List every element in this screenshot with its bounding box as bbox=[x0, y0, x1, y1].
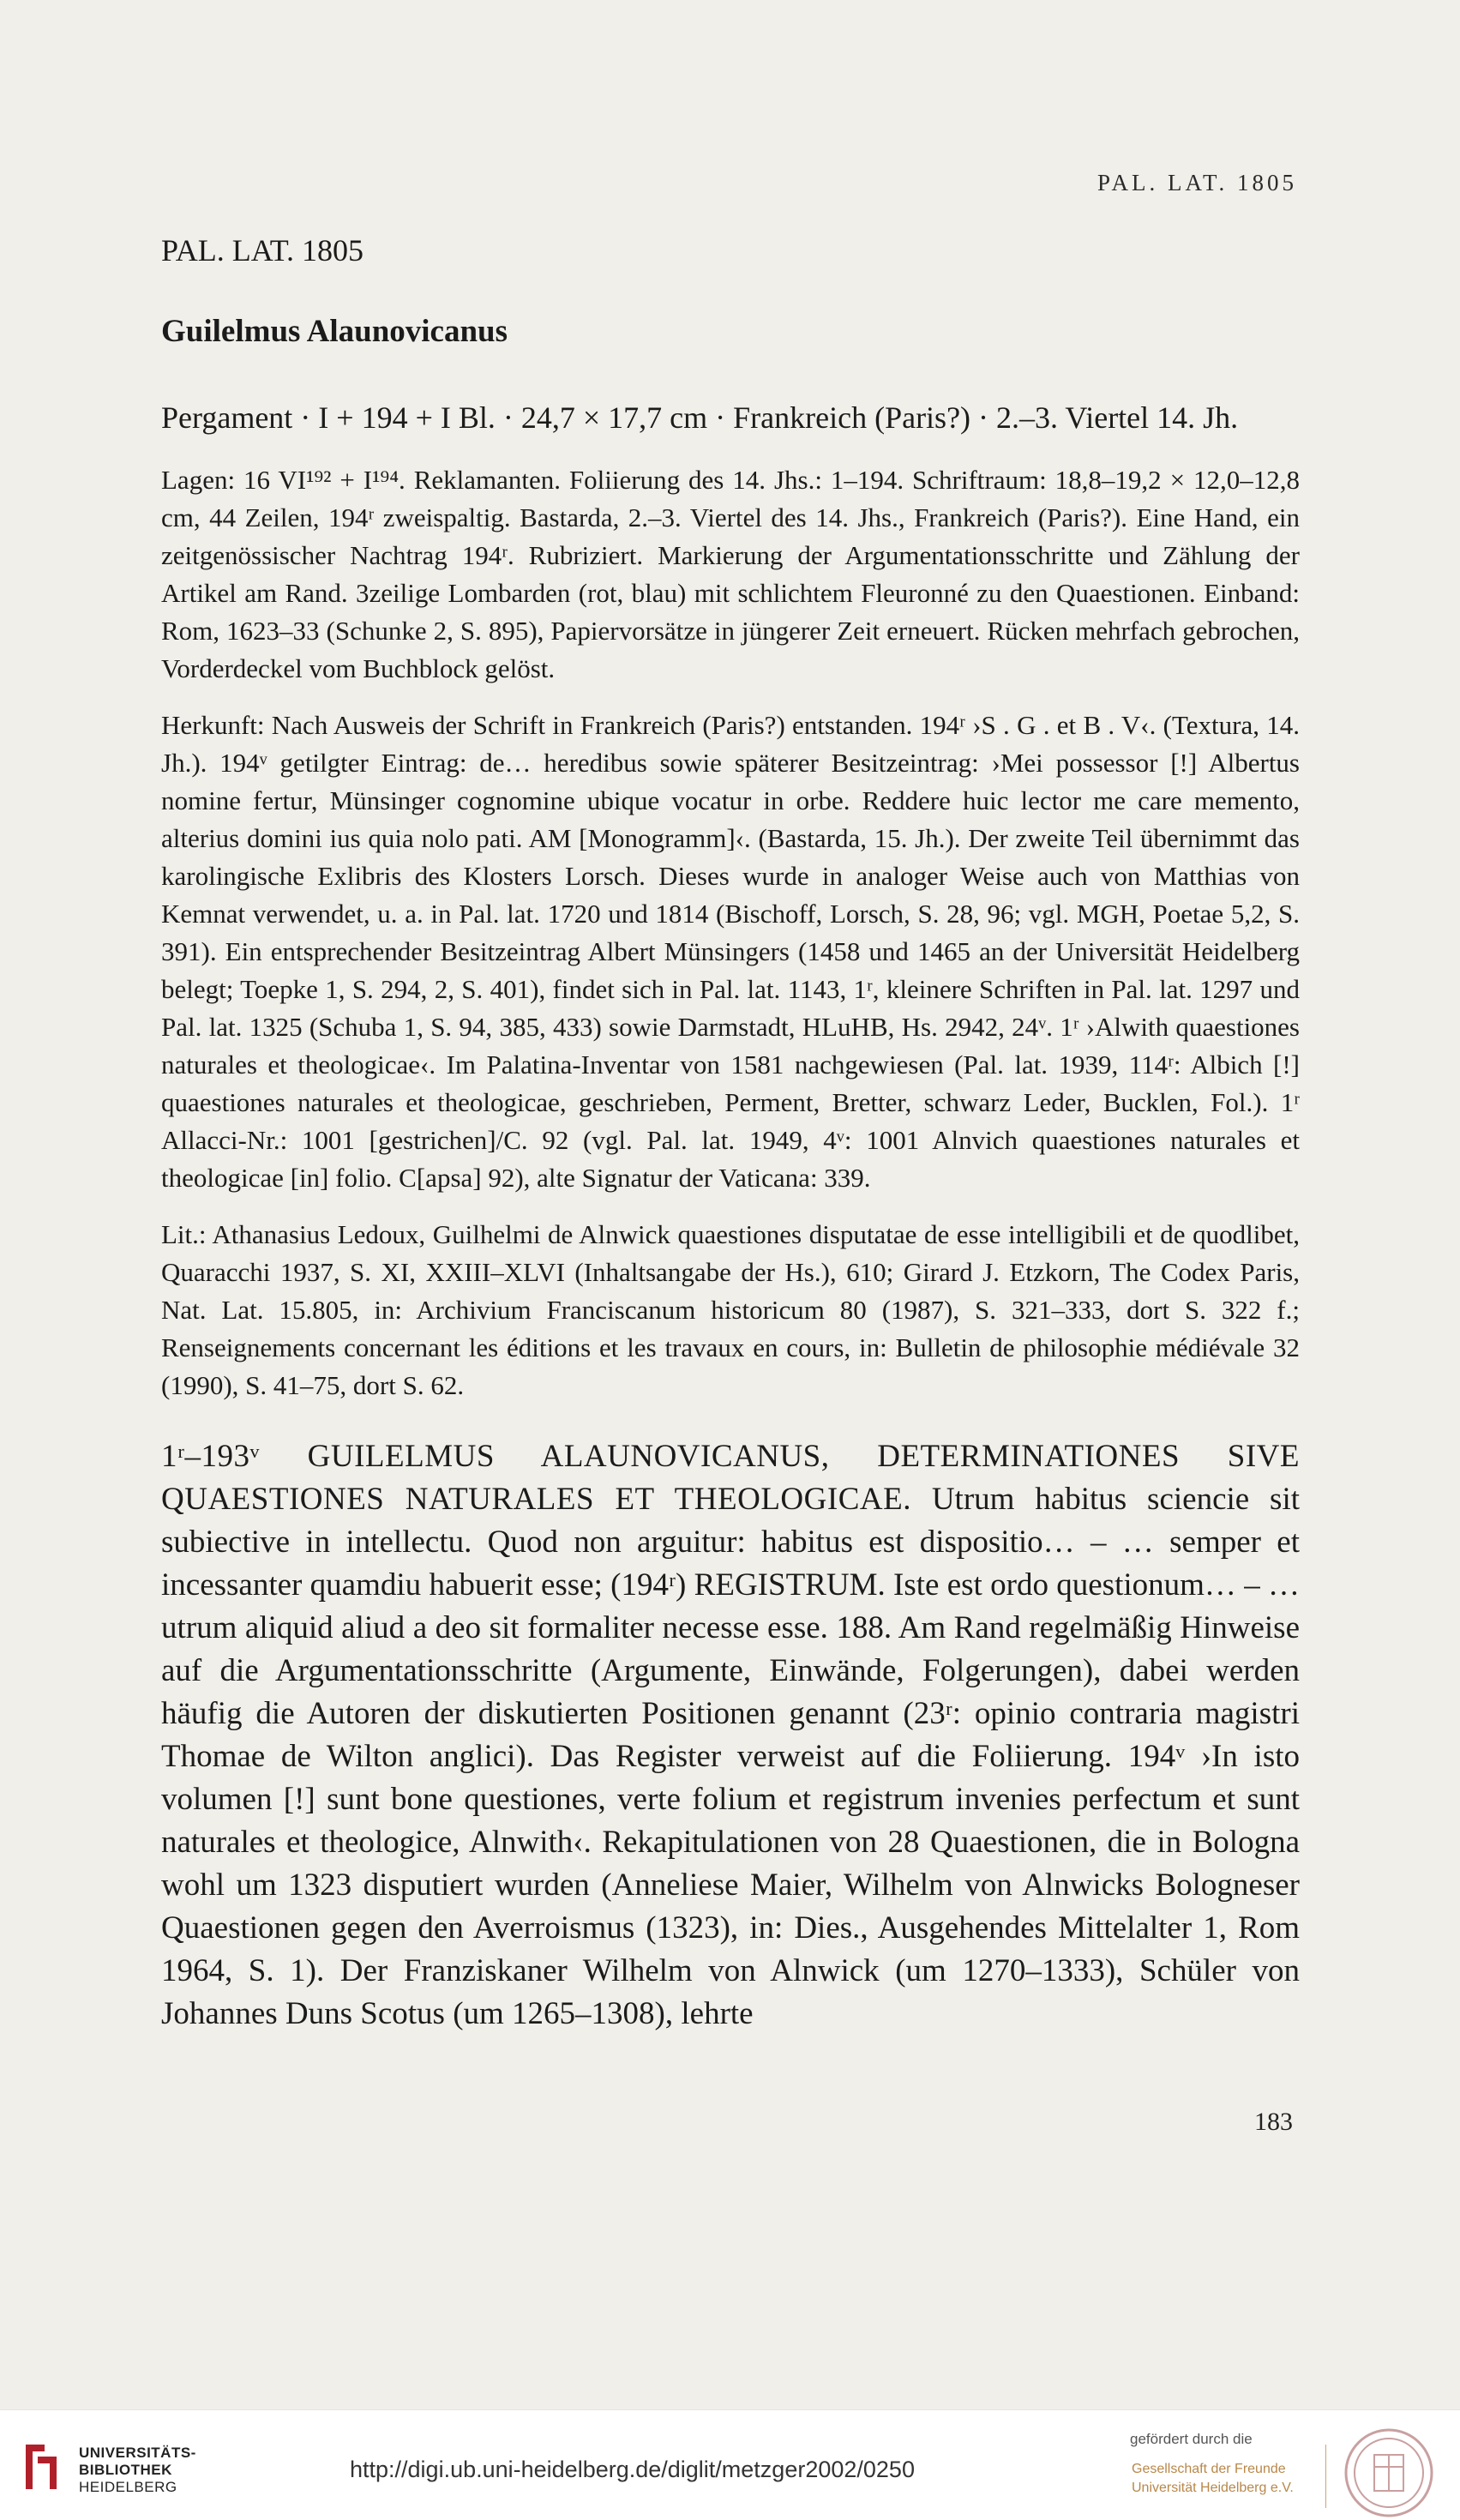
herkunft-paragraph: Herkunft: Nach Ausweis der Schrift in Frankreich (Paris?) entstanden. 194ʳ ›S . G . et B . V‹. (Textura, 14. Jh.). 194ᵛ getilgter Eintrag: de… heredibus sowie späterer Besitzeintrag: ›Mei possessor [!] Albertus nomine fertur, Münsinger cognomine ubique vocatur in orbe. Reddere huic lector me care memento, alterius domini ius quia nolo pati. AM [Monogramm]‹. (Bastarda, 15. Jh.). Der zweite Teil übernimmt das karolingische Exlibris des Klosters Lorsch. Dieses wurde in analoger Weise auch von Matthias von Kemnat verwendet, u. a. in Pal. lat. 1720 und 1814 (Bischoff, Lorsch, S. 28, 96; vgl. MGH, Poetae 5,2, S. 391). Ein entsprechender Besitzeintrag Albert Münsingers (1458 und 1465 an der Universität Heidelberg belegt; Toepke 1, S. 294, 2, S. 401), findet sich in Pal. lat. 1143, 1ʳ, kleinere Schriften in Pal. lat. 1297 und Pal. lat. 1325 (Schuba 1, S. 94, 385, 433) sowie Darmstadt, HLuHB, Hs. 2942, 24ᵛ. 1ʳ ›Alwith quaestiones naturales et theologicae‹. Im Palatina-Inventar von 1581 nachgewiesen (Pal. lat. 1939, 114ʳ: Albich [!] quaestiones naturales et theologicae, geschrieben, Perment, Bretter, schwarz Leder, Bucklen, Fol.). 1ʳ Allacci-Nr.: 1001 [gestrichen]/C. 92 (vgl. Pal. lat. 1949, 4ᵛ: 1001 Alnvich quaestiones naturales et theologicae [in] folio. C[apsa] 92), alte Signatur der Vaticana: 339. bbox=[161, 710, 1300, 1193]
library-name-line: HEIDELBERG bbox=[79, 2479, 177, 2495]
content-entry-heading: 1ʳ–193ᵛ GUILELMUS ALAUNOVICANUS, DETERMINATIONES SIVE QUAESTIONES NATURALES ET THEOLOGICAE. bbox=[161, 1439, 1300, 1517]
library-logo-icon bbox=[19, 2436, 62, 2496]
society-name-line: Universität Heidelberg e.V. bbox=[1132, 2481, 1294, 2495]
digitization-footer bbox=[0, 2409, 1460, 2520]
library-name bbox=[79, 2445, 196, 2496]
society-name-line: Gesellschaft der Freunde bbox=[1132, 2462, 1286, 2476]
author-heading: Guilelmus Alaunovicanus bbox=[161, 314, 508, 349]
content-entry-body: Utrum habitus sciencie sit subiective in intellectu. Quod non arguitur: habitus est dispositio… – … semper et incessanter quamdiu habuerit esse; (194ʳ) REGISTRUM. Iste est ordo questionum… – … utrum aliquid aliud a deo sit formaliter necesse esse. 188. Am Rand regelmäßig Hinweise auf die Argumentationsschritte (Argumente, Einwände, Folgerungen), dabei werden häufig die Autoren der diskutierten Positionen genannt (23ʳ: opinio contraria magistri Thomae de Wilton anglici). Das Register verweist auf die Foliierung. 194ᵛ ›In isto volumen [!] sunt bone questiones, verte folium et registrum invenies perfectum et sunt naturales et theologice, Alnwith‹. Rekapitulationen von 28 Quaestionen, die in Bologna wohl um 1323 disputiert wurden (Anneliese Maier, Wilhelm von Alnwicks Bologneser Quaestionen gegen den Averroismus (1323), in: Dies., Ausgehendes Mittelalter 1, Rom 1964, S. 1). Der Franziskaner Wilhelm von Alnwick (um 1270–1333), Schüler von Johannes Duns Scotus (um 1265–1308), lehrte bbox=[161, 1482, 1301, 2031]
catalog-entry bbox=[161, 232, 1300, 2036]
society-name bbox=[1132, 2460, 1294, 2498]
library-name-line: UNIVERSITÄTS- bbox=[79, 2445, 196, 2461]
library-name-line: BIBLIOTHEK bbox=[79, 2462, 172, 2478]
running-head: PAL. LAT. 1805 bbox=[1097, 170, 1297, 195]
university-seal-icon bbox=[1342, 2426, 1436, 2520]
physical-description: Pergament · I + 194 + I Bl. · 24,7 × 17,7 cm · Frankreich (Paris?) · 2.–3. Viertel 14. Jh. bbox=[161, 400, 1239, 435]
footer-divider bbox=[1325, 2445, 1326, 2508]
funded-by-label: gefördert durch die bbox=[1130, 2431, 1253, 2447]
content-entry bbox=[161, 1435, 1300, 2036]
shelfmark: PAL. LAT. 1805 bbox=[161, 233, 364, 268]
page-number: 183 bbox=[1254, 2108, 1293, 2136]
lagen-paragraph: Lagen: 16 VI¹⁹² + I¹⁹⁴. Reklamanten. Foliierung des 14. Jhs.: 1–194. Schriftraum: 18,8–19,2 × 12,0–12,8 cm, 44 Zeilen, 194ʳ zweispaltig. Bastarda, 2.–3. Viertel des 14. Jhs., Frankreich (Paris?). Eine Hand, ein zeitgenössischer Nachtrag 194ʳ. Rubriziert. Markierung der Argumentationsschritte und Zählung der Artikel am Rand. 3zeilige Lombarden (rot, blau) mit schlichtem Fleuronné zu den Quaestionen. Einband: Rom, 1623–33 (Schunke 2, S. 895), Papiervorsätze in jüngerer Zeit erneuert. Rücken mehrfach gebrochen, Vorderdeckel vom Buchblock gelöst. bbox=[161, 465, 1300, 683]
permalink-url[interactable]: http://digi.ub.uni-heidelberg.de/diglit/metzger2002/0250 bbox=[350, 2457, 915, 2482]
literature-paragraph: Lit.: Athanasius Ledoux, Guilhelmi de Alnwick quaestiones disputatae de esse intelligibili et de quodlibet, Quaracchi 1937, S. XI, XXIII–XLVI (Inhaltsangabe der Hs.), 610; Girard J. Etzkorn, The Codex Paris, Nat. Lat. 15.805, in: Archivium Franciscanum historicum 80 (1987), S. 321–333, dort S. 322 f.; Renseignements concernant les éditions et les travaux en cours, in: Bulletin de philosophie médiévale 32 (1990), S. 41–75, dort S. 62. bbox=[161, 1219, 1300, 1400]
